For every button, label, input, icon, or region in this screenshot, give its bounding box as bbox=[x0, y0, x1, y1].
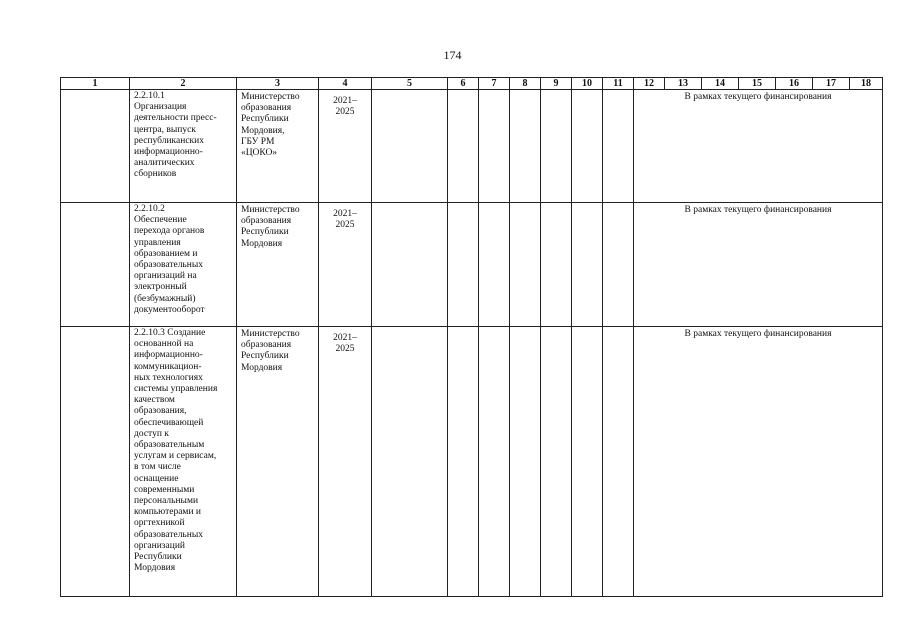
column-header-7: 7 bbox=[479, 78, 510, 90]
measure-text-line: образовательных bbox=[134, 260, 203, 271]
financing-cell bbox=[634, 203, 883, 327]
executor-text-line: Республики bbox=[241, 227, 289, 238]
executor-text-line: Мордовия, bbox=[241, 125, 285, 136]
header-row bbox=[61, 78, 883, 90]
measure-text-line: деятельности пресс- bbox=[134, 113, 217, 124]
row-number-cell bbox=[61, 327, 130, 597]
measure-text-line: сборников bbox=[134, 169, 177, 180]
empty-cell-col-10 bbox=[572, 90, 603, 203]
empty-cell-col-10 bbox=[572, 203, 603, 327]
column-header-6: 6 bbox=[448, 78, 479, 90]
executor-text-line: Министерство bbox=[241, 92, 300, 102]
column-header-2: 2 bbox=[130, 78, 237, 90]
measure-text-line: информационно- bbox=[134, 147, 203, 158]
measure-text-line: оргтехникой bbox=[134, 518, 185, 529]
period-text-line: 2021– bbox=[333, 96, 357, 106]
measure-cell bbox=[130, 90, 237, 203]
measure-text-line: оснащение bbox=[134, 473, 179, 484]
empty-cell-col-11 bbox=[603, 203, 634, 327]
period-text-line: 2025 bbox=[335, 107, 355, 118]
empty-cell-col-8 bbox=[510, 327, 541, 597]
empty-cell-col-6 bbox=[448, 203, 479, 327]
executor-text-line: ГБУ РМ bbox=[241, 136, 275, 147]
table-row bbox=[61, 90, 883, 203]
measure-text-line: республиканских bbox=[134, 135, 204, 146]
empty-cell-col-7 bbox=[479, 327, 510, 597]
measure-text-line: ных технологиях bbox=[134, 372, 203, 383]
executor-text-line: Республики bbox=[241, 114, 289, 125]
column-header-9: 9 bbox=[541, 78, 572, 90]
table-row bbox=[61, 203, 883, 327]
empty-cell-col-5 bbox=[372, 203, 448, 327]
period-text-line: 2021– bbox=[333, 209, 357, 219]
measure-text-line: доступ к bbox=[134, 428, 169, 439]
measure-text-line: Мордовия bbox=[134, 563, 176, 574]
column-header-8: 8 bbox=[510, 78, 541, 90]
empty-cell-col-8 bbox=[510, 90, 541, 203]
measure-text-line: организаций bbox=[134, 540, 186, 551]
column-header-3: 3 bbox=[237, 78, 319, 90]
measure-text-line: качеством bbox=[134, 395, 175, 406]
period-cell bbox=[319, 327, 372, 597]
column-header-14: 14 bbox=[702, 78, 739, 90]
period-text-line: 2021– bbox=[333, 333, 357, 343]
measure-text-line: 2.2.10.3 Создание bbox=[134, 328, 206, 338]
program-table bbox=[60, 77, 883, 597]
executor-cell bbox=[237, 203, 319, 327]
measure-text-line: системы управления bbox=[134, 384, 218, 395]
column-header-12: 12 bbox=[634, 78, 665, 90]
measure-text-line: образовательных bbox=[134, 529, 203, 540]
measure-text-line: компьютерами и bbox=[134, 507, 201, 518]
executor-text-line: образования bbox=[241, 216, 292, 227]
executor-text-line: образования bbox=[241, 340, 292, 351]
empty-cell-col-5 bbox=[372, 327, 448, 597]
period-text-line: 2025 bbox=[335, 344, 355, 355]
executor-text-line: Министерство bbox=[241, 329, 300, 339]
measure-text-line: 2.2.10.2 bbox=[134, 204, 165, 214]
measure-text-line: основанной на bbox=[134, 339, 194, 350]
measure-text-line: образованием и bbox=[134, 248, 198, 259]
measure-text-line: документооборот bbox=[134, 304, 205, 315]
measure-text-line: управления bbox=[134, 237, 181, 248]
financing-note: В рамках текущего финансирования bbox=[684, 329, 832, 339]
table-row bbox=[61, 327, 883, 597]
measure-text-line: аналитических bbox=[134, 158, 195, 169]
measure-text-line: коммуникацион- bbox=[134, 361, 202, 372]
financing-cell bbox=[634, 90, 883, 203]
measure-text-line: организаций на bbox=[134, 271, 197, 282]
empty-cell-col-10 bbox=[572, 327, 603, 597]
period-text-line: 2025 bbox=[335, 220, 355, 231]
executor-cell bbox=[237, 90, 319, 203]
empty-cell-col-9 bbox=[541, 327, 572, 597]
page-number: 174 bbox=[443, 48, 462, 62]
empty-cell-col-5 bbox=[372, 90, 448, 203]
measure-text-line: Республики bbox=[134, 552, 182, 563]
executor-text-line: Мордовия bbox=[241, 362, 283, 373]
empty-cell-col-7 bbox=[479, 90, 510, 203]
column-header-4: 4 bbox=[319, 78, 372, 90]
measure-text-line: Организация bbox=[134, 102, 187, 113]
empty-cell-col-6 bbox=[448, 90, 479, 203]
financing-note: В рамках текущего финансирования bbox=[684, 205, 832, 215]
empty-cell-col-9 bbox=[541, 203, 572, 327]
empty-cell-col-11 bbox=[603, 327, 634, 597]
executor-text-line: «ЦОКО» bbox=[241, 148, 278, 159]
measure-text-line: образования, bbox=[134, 406, 187, 417]
measure-text-line: перехода органов bbox=[134, 226, 205, 237]
executor-text-line: Республики bbox=[241, 351, 289, 362]
period-cell bbox=[319, 203, 372, 327]
executor-text-line: образования bbox=[241, 103, 292, 114]
measure-cell bbox=[130, 327, 237, 597]
measure-text-line: информационно- bbox=[134, 350, 203, 361]
measure-text-line: электронный bbox=[134, 282, 187, 293]
row-number-cell bbox=[61, 203, 130, 327]
column-header-17: 17 bbox=[813, 78, 850, 90]
measure-text-line: обеспечивающей bbox=[134, 417, 204, 428]
executor-text-line: Министерство bbox=[241, 205, 300, 215]
column-header-13: 13 bbox=[665, 78, 702, 90]
column-header-5: 5 bbox=[372, 78, 448, 90]
empty-cell-col-6 bbox=[448, 327, 479, 597]
executor-cell bbox=[237, 327, 319, 597]
column-header-18: 18 bbox=[850, 78, 883, 90]
column-header-1: 1 bbox=[61, 78, 130, 90]
measure-text-line: персональными bbox=[134, 496, 199, 507]
measure-text-line: центра, выпуск bbox=[134, 124, 196, 135]
column-header-15: 15 bbox=[739, 78, 776, 90]
measure-text-line: образовательным bbox=[134, 440, 205, 451]
empty-cell-col-7 bbox=[479, 203, 510, 327]
measure-text-line: Обеспечение bbox=[134, 215, 187, 226]
financing-note: В рамках текущего финансирования bbox=[684, 92, 832, 102]
executor-text-line: Мордовия bbox=[241, 238, 283, 249]
empty-cell-col-11 bbox=[603, 90, 634, 203]
row-number-cell bbox=[61, 90, 130, 203]
period-cell bbox=[319, 90, 372, 203]
measure-text-line: современными bbox=[134, 484, 195, 495]
measure-cell bbox=[130, 203, 237, 327]
financing-cell bbox=[634, 327, 883, 597]
measure-text-line: (безбумажный) bbox=[134, 293, 196, 304]
column-header-16: 16 bbox=[776, 78, 813, 90]
measure-text-line: в том числе bbox=[134, 462, 181, 473]
empty-cell-col-8 bbox=[510, 203, 541, 327]
column-header-11: 11 bbox=[603, 78, 634, 90]
column-header-10: 10 bbox=[572, 78, 603, 90]
empty-cell-col-9 bbox=[541, 90, 572, 203]
measure-text-line: услугам и сервисам, bbox=[134, 451, 217, 462]
measure-text-line: 2.2.10.1 bbox=[134, 91, 165, 101]
